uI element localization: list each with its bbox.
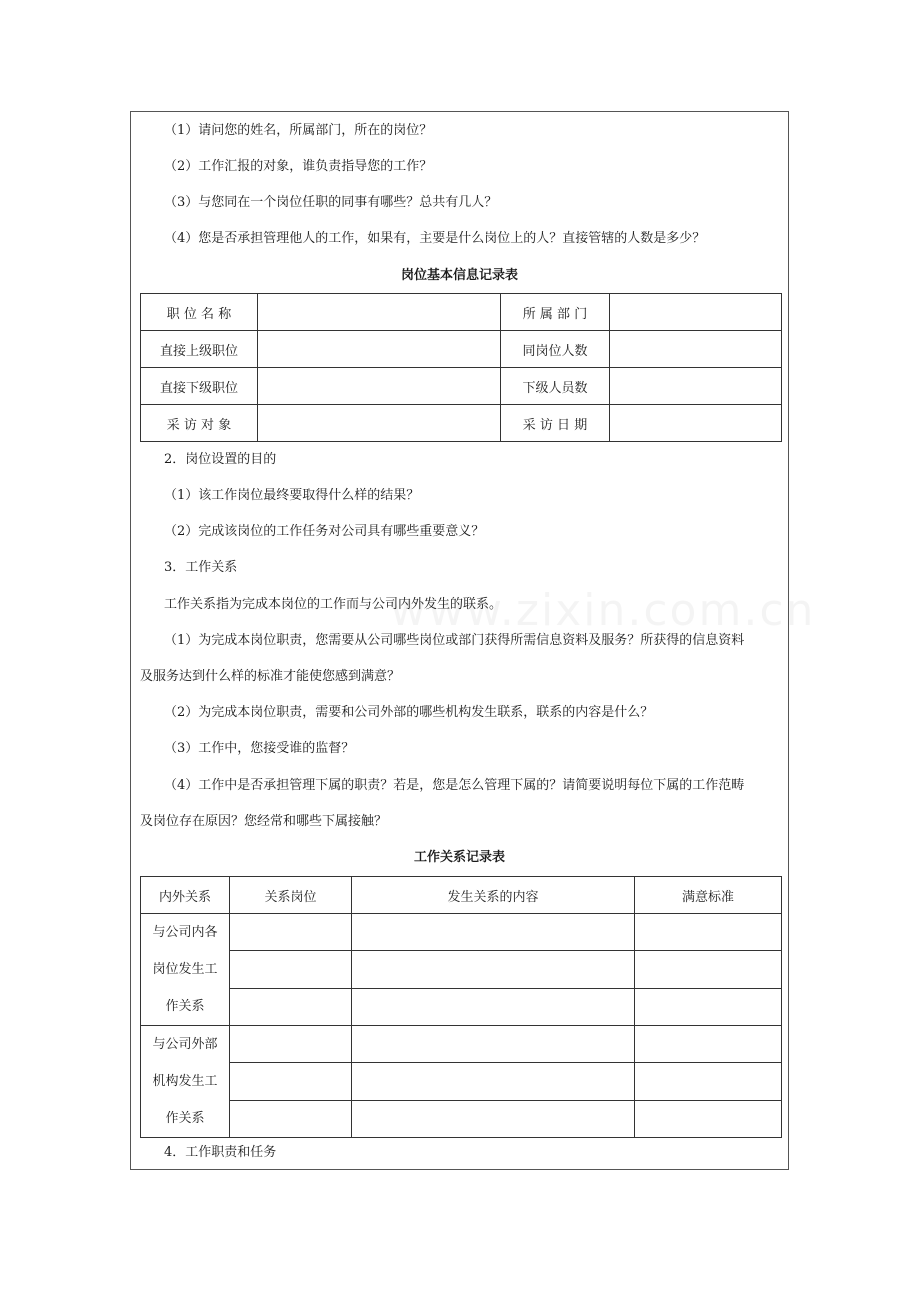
question-colleagues: （3）与您同在一个岗位任职的同事有哪些？总共有几人？ [164,195,498,210]
table-row [141,951,782,988]
table-cell[interactable] [352,1100,635,1137]
table-cell[interactable] [352,988,635,1025]
section2-q1: （1）该工作岗位最终要取得什么样的结果？ [164,488,420,503]
watermark [390,585,815,636]
table-cell[interactable] [352,914,635,951]
section3-q4-line1: （4）工作中是否承担管理下属的职责？若是，您是怎么管理下属的？请简要说明每位下属的工作范畴 [164,778,745,793]
value-department[interactable] [610,294,782,331]
header-satisfaction-standard: 满意标准 [635,877,782,914]
internal-relation-label [141,914,230,1026]
table-cell[interactable] [635,1063,782,1100]
question-report-to: （2）工作汇报的对象，谁负责指导您的工作？ [164,159,433,174]
section3-heading: 3．工作关系 [164,560,238,575]
table-cell[interactable] [230,914,352,951]
label-department: 所 属 部 门 [501,294,610,331]
external-label-line1: 与公司外部 [152,1037,218,1052]
external-label-line2: 机构发生工 [152,1074,218,1089]
table-cell[interactable] [352,1026,635,1063]
table-cell[interactable] [352,951,635,988]
table-row [141,294,782,331]
header-relation-content: 发生关系的内容 [352,877,635,914]
table-row [141,1100,782,1137]
table-row [141,331,782,368]
section3-q1-line1: （1）为完成本岗位职责，您需要从公司哪些岗位或部门获得所需信息资料及服务？所获得的信息资料 [164,633,745,648]
table-row [141,1063,782,1100]
table-cell[interactable] [635,951,782,988]
section4-heading: 4．工作职责和任务 [164,1145,277,1160]
label-superior: 直接上级职位 [141,331,258,368]
internal-label-line3: 作关系 [165,999,205,1014]
label-position-name: 职 位 名 称 [141,294,258,331]
basic-info-table [140,293,782,442]
table-cell[interactable] [230,951,352,988]
value-same-position-count[interactable] [610,331,782,368]
value-superior[interactable] [258,331,501,368]
section3-q2: （2）为完成本岗位职责，需要和公司外部的哪些机构发生联系，联系的内容是什么？ [164,705,654,720]
work-relations-table [140,876,782,1138]
section2-heading: 2．岗位设置的目的 [164,452,277,467]
section2-q2: （2）完成该岗位的工作任务对公司具有哪些重要意义？ [164,524,485,539]
value-subordinate[interactable] [258,368,501,405]
table-row [141,405,782,442]
table-cell[interactable] [635,914,782,951]
table2-title: 工作关系记录表 [413,850,505,865]
header-relation-type: 内外关系 [141,877,230,914]
question-management: （4）您是否承担管理他人的工作，如果有，主要是什么岗位上的人？直接管辖的人数是多少？ [164,231,706,246]
table-cell[interactable] [352,1063,635,1100]
table-row [141,988,782,1025]
section3-q1-line2: 及服务达到什么样的标准才能使您感到满意？ [140,669,401,684]
value-position-name[interactable] [258,294,501,331]
table-cell[interactable] [635,1026,782,1063]
external-label-line3: 作关系 [165,1111,205,1126]
label-same-position-count: 同岗位人数 [501,331,610,368]
label-subordinate: 直接下级职位 [141,368,258,405]
table-cell[interactable] [230,988,352,1025]
table-cell[interactable] [635,988,782,1025]
external-relation-label [141,1026,230,1138]
table-cell[interactable] [230,1063,352,1100]
section3-intro: 工作关系指为完成本岗位的工作而与公司内外发生的联系。 [164,597,503,612]
label-subordinate-count: 下级人员数 [501,368,610,405]
table-cell[interactable] [230,1026,352,1063]
document-frame [130,111,789,1170]
section3-q3: （3）工作中，您接受谁的监督？ [164,741,355,756]
internal-label-line1: 与公司内各 [152,925,218,940]
label-interview-date: 采 访 日 期 [501,405,610,442]
value-subordinate-count[interactable] [610,368,782,405]
table-row [141,1026,782,1063]
section3-q4-line2: 及岗位存在原因？您经常和哪些下属接触？ [140,814,388,829]
internal-label-line2: 岗位发生工 [152,962,218,977]
header-related-position: 关系岗位 [230,877,352,914]
value-interviewee[interactable] [258,405,501,442]
table-cell[interactable] [635,1100,782,1137]
table1-title: 岗位基本信息记录表 [400,268,518,283]
question-name-dept: （1）请问您的姓名，所属部门，所在的岗位？ [164,123,433,138]
label-interviewee: 采 访 对 象 [141,405,258,442]
table-row [141,914,782,951]
table-cell[interactable] [230,1100,352,1137]
value-interview-date[interactable] [610,405,782,442]
table-header-row [141,877,782,914]
table-row [141,368,782,405]
